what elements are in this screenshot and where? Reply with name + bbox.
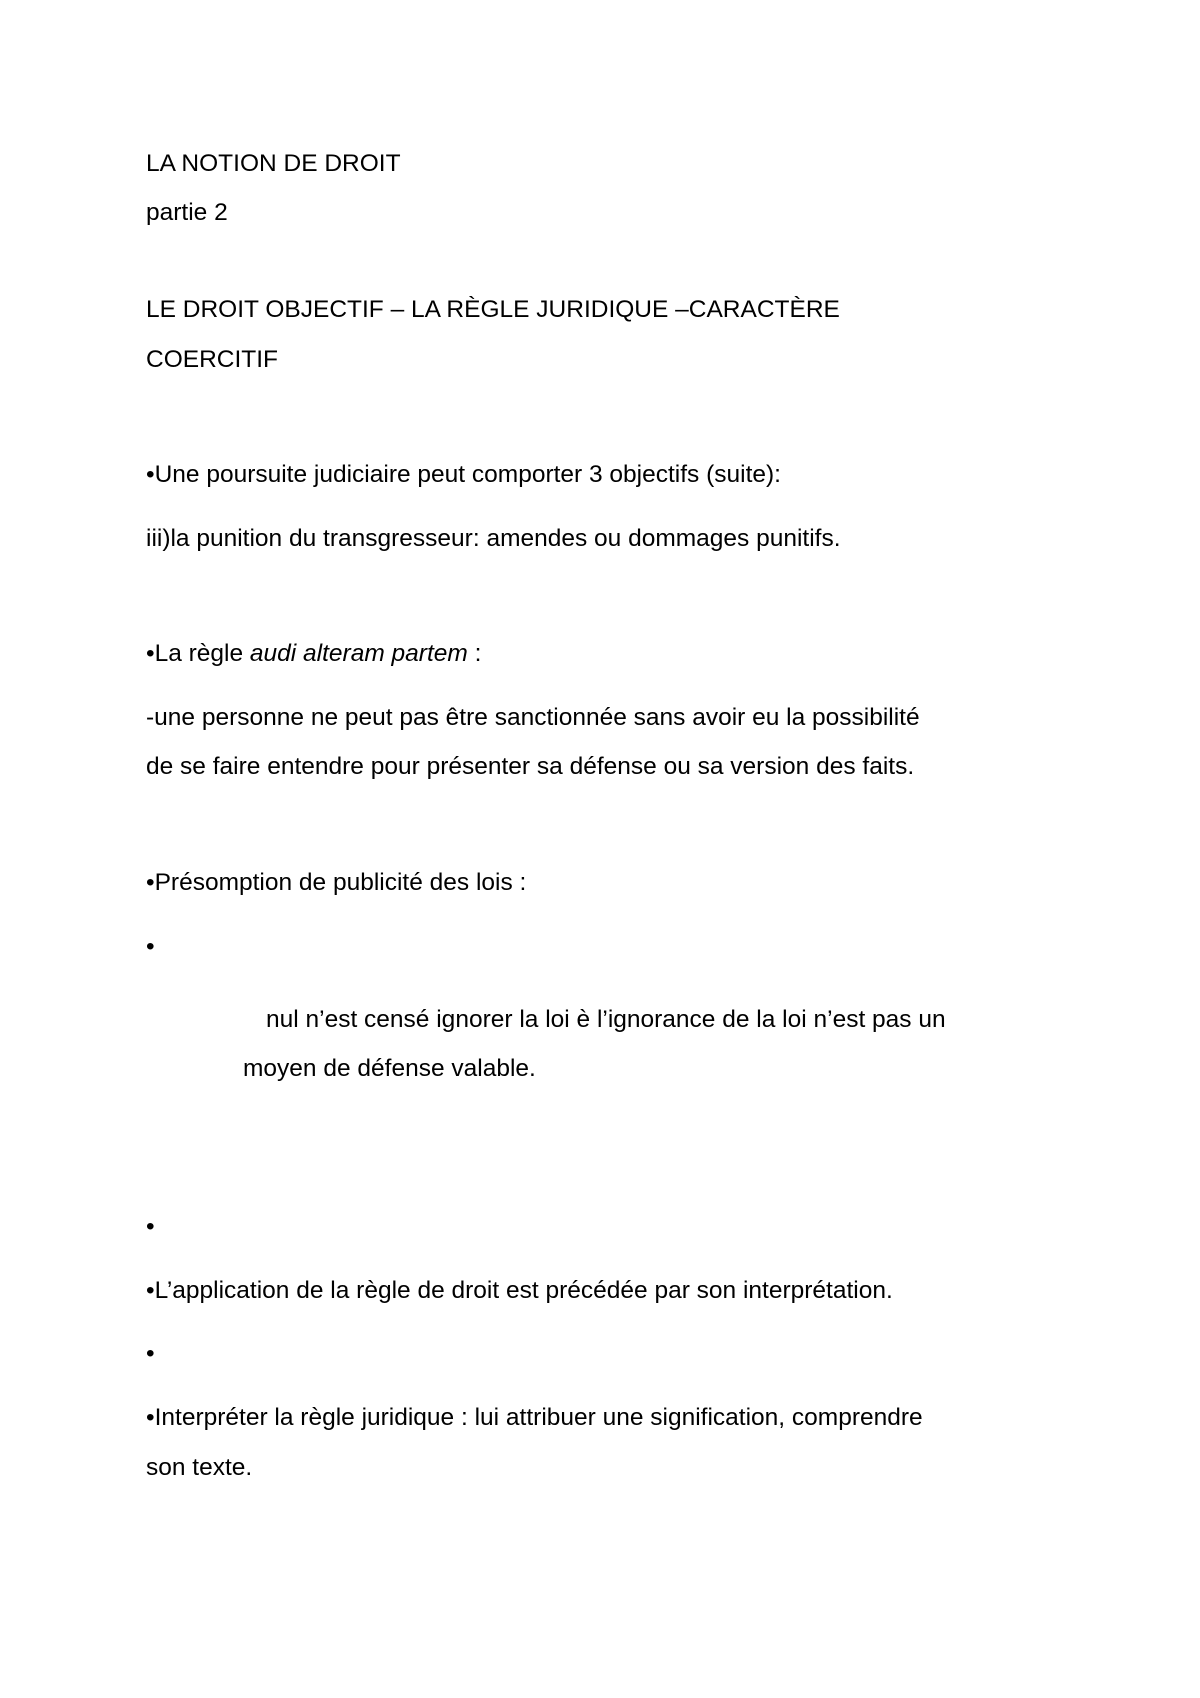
document-subtitle: partie 2 <box>146 199 228 226</box>
empty-bullet-1: • <box>146 933 155 960</box>
paragraph-application: •L’application de la règle de droit est précédée par son interprétation. <box>146 1277 893 1304</box>
maxim-line-1: nul n’est censé ignorer la loi è l’ignorance de la loi n’est pas un <box>266 1006 946 1033</box>
interpretation-line-2: son texte. <box>146 1454 253 1481</box>
audi-rule-latin: audi alteram partem <box>249 640 468 667</box>
maxim-line-2: moyen de défense valable. <box>243 1055 536 1082</box>
document-title: LA NOTION DE DROIT <box>146 150 401 177</box>
empty-bullet-3: • <box>146 1340 155 1367</box>
empty-bullet-2: • <box>146 1213 155 1240</box>
paragraph-presumption: •Présomption de publicité des lois : <box>146 869 527 896</box>
paragraph-punishment: iii)la punition du transgresseur: amendes ou dommages punitifs. <box>146 525 841 552</box>
audi-rule-prefix: •La règle <box>146 640 250 667</box>
audi-rule-text-line-1: -une personne ne peut pas être sanctionnée sans avoir eu la possibilité <box>146 704 920 731</box>
paragraph-audi-rule <box>146 642 481 667</box>
section-heading-line-2: COERCITIF <box>146 346 279 373</box>
audi-rule-text-line-2: de se faire entendre pour présenter sa défense ou sa version des faits. <box>146 753 915 780</box>
paragraph-objectives: •Une poursuite judiciaire peut comporter 3 objectifs (suite): <box>146 461 781 488</box>
audi-rule-suffix: : <box>467 640 482 667</box>
section-heading-line-1: LE DROIT OBJECTIF – LA RÈGLE JURIDIQUE –CARACTÈRE <box>146 296 840 323</box>
interpretation-line-1: •Interpréter la règle juridique : lui attribuer une signification, comprendre <box>146 1404 923 1431</box>
